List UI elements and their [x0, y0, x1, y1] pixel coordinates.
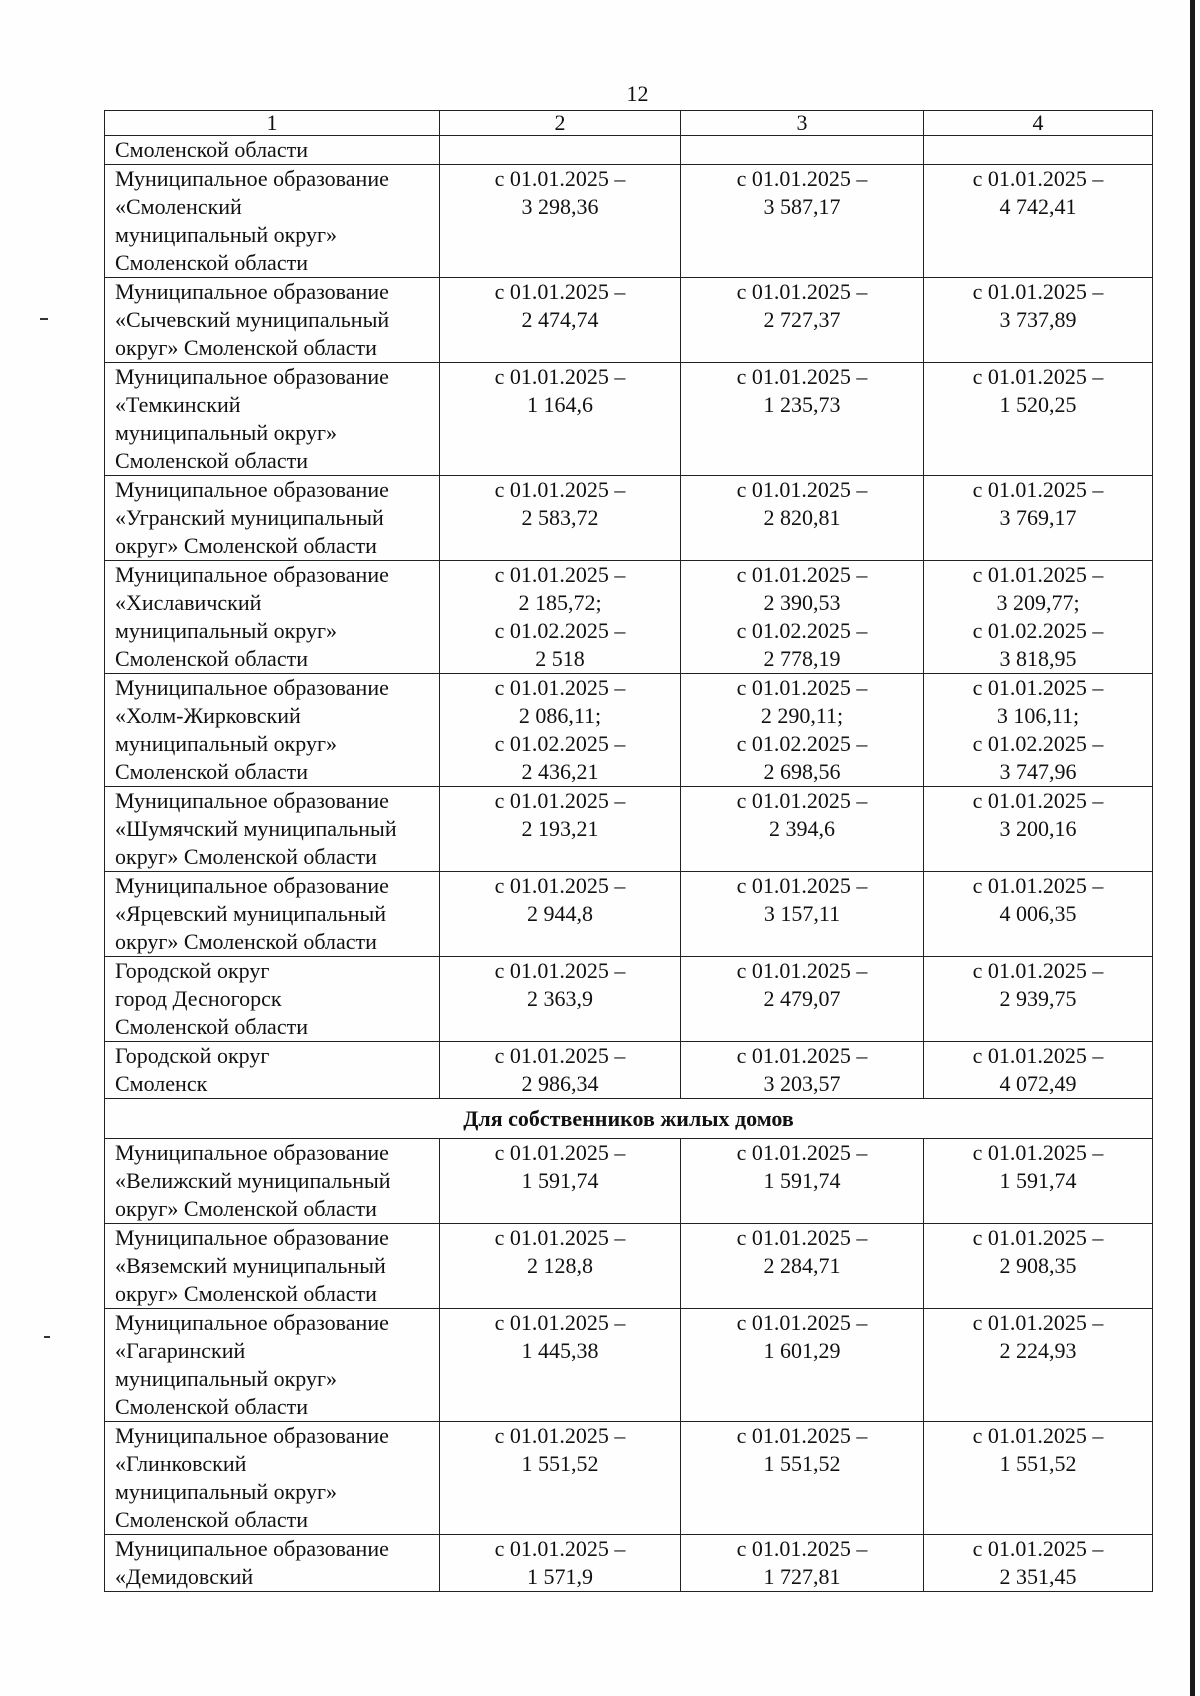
- cell-line: с 01.01.2025 –: [494, 1310, 626, 1335]
- cell-line: Муниципальное образование: [115, 1423, 389, 1448]
- cell-line: с 01.01.2025 –: [972, 675, 1104, 700]
- cell-line: Муниципальное образование: [115, 788, 389, 813]
- tariff-column-2-cell: [440, 872, 681, 957]
- cell-line: Муниципальное образование: [115, 1536, 389, 1561]
- cell-line: «Глинковский: [115, 1451, 247, 1476]
- cell-line: Смоленской области: [115, 759, 308, 784]
- cell-line: муниципальный округ»: [115, 1479, 338, 1504]
- municipality-name-cell: [105, 1422, 440, 1535]
- cell-line: с 01.01.2025 –: [736, 166, 868, 191]
- cell-line: с 01.01.2025 –: [736, 675, 868, 700]
- cell-line: с 01.01.2025 –: [972, 562, 1104, 587]
- table-row: [105, 1309, 1153, 1422]
- cell-line: 2 820,81: [763, 505, 841, 530]
- column-header-2: 2: [440, 111, 681, 136]
- tariff-column-3-cell: [681, 1422, 924, 1535]
- tariff-column-2-cell: [440, 136, 681, 165]
- cell-line: 4 006,35: [999, 901, 1077, 926]
- cell-line: округ» Смоленской области: [115, 335, 377, 360]
- cell-line: Смоленской области: [115, 137, 308, 162]
- cell-line: Муниципальное образование: [115, 1310, 389, 1335]
- cell-line: с 01.01.2025 –: [736, 1536, 868, 1561]
- cell-line: 2 086,11;: [518, 703, 602, 728]
- cell-line: 2 363,9: [527, 986, 593, 1011]
- cell-line: Муниципальное образование: [115, 675, 389, 700]
- cell-line: с 01.01.2025 –: [736, 788, 868, 813]
- cell-line: «Вяземский муниципальный: [115, 1253, 386, 1278]
- tariff-column-2-cell: [440, 957, 681, 1042]
- municipality-name-cell: [105, 278, 440, 363]
- cell-line: с 01.01.2025 –: [736, 1310, 868, 1335]
- cell-line: 2 185,72;: [518, 590, 602, 615]
- cell-line: округ» Смоленской области: [115, 1196, 377, 1221]
- cell-line: муниципальный округ»: [115, 731, 338, 756]
- cell-line: 1 235,73: [763, 392, 841, 417]
- cell-line: Городской округ: [115, 958, 270, 983]
- cell-line: с 01.01.2025 –: [494, 477, 626, 502]
- cell-line: 3 209,77;: [996, 590, 1080, 615]
- tariff-column-3-cell: [681, 1224, 924, 1309]
- table-body: [105, 136, 1153, 1592]
- cell-line: 2 583,72: [521, 505, 599, 530]
- table-row: [105, 957, 1153, 1042]
- cell-line: 3 203,57: [763, 1071, 841, 1096]
- cell-line: с 01.01.2025 –: [972, 788, 1104, 813]
- cell-line: Смоленской области: [115, 1507, 308, 1532]
- tariff-column-3-cell: [681, 787, 924, 872]
- cell-line: Смоленской области: [115, 250, 308, 275]
- cell-line: с 01.01.2025 –: [972, 1225, 1104, 1250]
- tariff-column-3-cell: [681, 1535, 924, 1592]
- section-title: Для собственников жилых домов: [105, 1099, 1153, 1139]
- tariff-column-2-cell: [440, 1422, 681, 1535]
- municipality-name-cell: [105, 787, 440, 872]
- cell-line: с 01.01.2025 –: [972, 364, 1104, 389]
- tariff-column-4-cell: [924, 1042, 1153, 1099]
- cell-line: Муниципальное образование: [115, 1225, 389, 1250]
- column-header-1: 1: [105, 111, 440, 136]
- cell-line: 1 601,29: [763, 1338, 841, 1363]
- tariff-column-2-cell: [440, 1042, 681, 1099]
- cell-line: «Сычевский муниципальный: [115, 307, 390, 332]
- cell-line: с 01.01.2025 –: [494, 279, 626, 304]
- cell-line: 2 128,8: [527, 1253, 593, 1278]
- cell-line: с 01.01.2025 –: [494, 788, 626, 813]
- cell-line: муниципальный округ»: [115, 222, 338, 247]
- cell-line: с 01.01.2025 –: [972, 1423, 1104, 1448]
- cell-line: с 01.02.2025 –: [972, 618, 1104, 643]
- tariff-column-3-cell: [681, 957, 924, 1042]
- cell-line: 2 474,74: [521, 307, 599, 332]
- cell-line: с 01.02.2025 –: [972, 731, 1104, 756]
- cell-line: с 01.02.2025 –: [736, 618, 868, 643]
- cell-line: Муниципальное образование: [115, 166, 389, 191]
- tariff-column-4-cell: [924, 872, 1153, 957]
- cell-line: с 01.01.2025 –: [972, 873, 1104, 898]
- cell-line: «Демидовский: [115, 1564, 254, 1589]
- cell-line: 3 769,17: [999, 505, 1077, 530]
- cell-line: с 01.01.2025 –: [494, 166, 626, 191]
- cell-line: «Гагаринский: [115, 1338, 246, 1363]
- tariff-column-3-cell: [681, 872, 924, 957]
- tariff-column-3-cell: [681, 674, 924, 787]
- cell-line: Муниципальное образование: [115, 1140, 389, 1165]
- cell-line: 4 072,49: [999, 1071, 1077, 1096]
- tariff-column-4-cell: [924, 278, 1153, 363]
- cell-line: Муниципальное образование: [115, 562, 389, 587]
- cell-line: 2 224,93: [999, 1338, 1077, 1363]
- cell-line: с 01.01.2025 –: [494, 1536, 626, 1561]
- cell-line: с 01.01.2025 –: [494, 364, 626, 389]
- cell-line: 3 157,11: [763, 901, 841, 926]
- cell-line: с 01.01.2025 –: [972, 1140, 1104, 1165]
- tariff-column-2-cell: [440, 278, 681, 363]
- tariff-column-2-cell: [440, 1224, 681, 1309]
- column-header-4: 4: [924, 111, 1153, 136]
- cell-line: «Хиславичский: [115, 590, 262, 615]
- cell-line: с 01.01.2025 –: [736, 1043, 868, 1068]
- cell-line: 2 698,56: [763, 759, 841, 784]
- cell-line: муниципальный округ»: [115, 618, 338, 643]
- cell-line: 3 737,89: [999, 307, 1077, 332]
- cell-line: округ» Смоленской области: [115, 929, 377, 954]
- municipality-name-cell: [105, 136, 440, 165]
- cell-line: 3 818,95: [999, 646, 1077, 671]
- tariff-column-4-cell: [924, 1422, 1153, 1535]
- table-row: [105, 363, 1153, 476]
- cell-line: Смоленской области: [115, 646, 308, 671]
- table-row: [105, 1139, 1153, 1224]
- cell-line: с 01.01.2025 –: [972, 477, 1104, 502]
- cell-line: с 01.01.2025 –: [494, 958, 626, 983]
- cell-line: с 01.01.2025 –: [494, 562, 626, 587]
- cell-line: 2 727,37: [763, 307, 841, 332]
- cell-line: «Велижский муниципальный: [115, 1168, 391, 1193]
- margin-mark: [40, 318, 48, 320]
- municipality-name-cell: [105, 363, 440, 476]
- tariff-column-2-cell: [440, 1309, 681, 1422]
- cell-line: Смоленск: [115, 1071, 208, 1096]
- cell-line: 1 551,52: [521, 1451, 599, 1476]
- cell-line: Муниципальное образование: [115, 364, 389, 389]
- cell-line: 2 518: [535, 646, 585, 671]
- municipality-name-cell: [105, 957, 440, 1042]
- cell-line: с 01.01.2025 –: [972, 279, 1104, 304]
- tariff-column-2-cell: [440, 1139, 681, 1224]
- cell-line: 2 284,71: [763, 1253, 841, 1278]
- cell-line: 3 106,11;: [996, 703, 1080, 728]
- cell-line: город Десногорск: [115, 986, 282, 1011]
- cell-line: муниципальный округ»: [115, 1366, 338, 1391]
- cell-line: Муниципальное образование: [115, 873, 389, 898]
- cell-line: 1 551,52: [999, 1451, 1077, 1476]
- tariff-column-3-cell: [681, 278, 924, 363]
- table-row: [105, 278, 1153, 363]
- tariff-column-4-cell: [924, 136, 1153, 165]
- cell-line: с 01.01.2025 –: [494, 675, 626, 700]
- cell-line: 2 394,6: [769, 816, 835, 841]
- column-header-3: 3: [681, 111, 924, 136]
- tariff-column-4-cell: [924, 1139, 1153, 1224]
- tariff-column-3-cell: [681, 136, 924, 165]
- cell-line: 2 944,8: [527, 901, 593, 926]
- cell-line: 2 436,21: [521, 759, 599, 784]
- table-row: [105, 165, 1153, 278]
- cell-line: с 01.01.2025 –: [494, 1140, 626, 1165]
- cell-line: 3 587,17: [763, 194, 841, 219]
- cell-line: 3 200,16: [999, 816, 1077, 841]
- tariff-column-4-cell: [924, 165, 1153, 278]
- table-row: [105, 1224, 1153, 1309]
- cell-line: 2 193,21: [521, 816, 599, 841]
- cell-line: с 01.01.2025 –: [494, 873, 626, 898]
- page-edge-shadow: [1190, 0, 1195, 1696]
- cell-line: Муниципальное образование: [115, 477, 389, 502]
- cell-line: с 01.02.2025 –: [494, 618, 626, 643]
- cell-line: с 01.01.2025 –: [736, 1140, 868, 1165]
- tariff-column-3-cell: [681, 363, 924, 476]
- municipality-name-cell: [105, 561, 440, 674]
- cell-line: 1 520,25: [999, 392, 1077, 417]
- cell-line: с 01.01.2025 –: [736, 1225, 868, 1250]
- cell-line: 1 591,74: [763, 1168, 841, 1193]
- cell-line: 1 551,52: [763, 1451, 841, 1476]
- cell-line: 4 742,41: [999, 194, 1077, 219]
- cell-line: с 01.01.2025 –: [972, 958, 1104, 983]
- cell-line: с 01.01.2025 –: [736, 958, 868, 983]
- municipality-name-cell: [105, 1535, 440, 1592]
- table-header-row: [105, 111, 1153, 136]
- table-row: [105, 476, 1153, 561]
- tariff-column-2-cell: [440, 787, 681, 872]
- cell-line: с 01.01.2025 –: [972, 1536, 1104, 1561]
- cell-line: 1 727,81: [763, 1564, 841, 1589]
- tariff-column-3-cell: [681, 165, 924, 278]
- table-row: [105, 1535, 1153, 1592]
- cell-line: с 01.01.2025 –: [972, 1043, 1104, 1068]
- cell-line: «Ярцевский муниципальный: [115, 901, 387, 926]
- tariff-column-2-cell: [440, 165, 681, 278]
- section-row: [105, 1099, 1153, 1139]
- tariff-column-4-cell: [924, 1535, 1153, 1592]
- tariff-column-4-cell: [924, 1309, 1153, 1422]
- cell-line: 2 986,34: [521, 1071, 599, 1096]
- cell-line: с 01.02.2025 –: [736, 731, 868, 756]
- cell-line: с 01.01.2025 –: [494, 1423, 626, 1448]
- cell-line: «Угранский муниципальный: [115, 505, 384, 530]
- cell-line: Городской округ: [115, 1043, 270, 1068]
- tariff-column-3-cell: [681, 1042, 924, 1099]
- cell-line: 1 591,74: [521, 1168, 599, 1193]
- municipality-name-cell: [105, 1224, 440, 1309]
- cell-line: с 01.01.2025 –: [736, 364, 868, 389]
- table-row: [105, 872, 1153, 957]
- municipality-name-cell: [105, 1309, 440, 1422]
- cell-line: с 01.01.2025 –: [972, 1310, 1104, 1335]
- table-row: [105, 787, 1153, 872]
- tariff-column-3-cell: [681, 1139, 924, 1224]
- tariff-column-4-cell: [924, 561, 1153, 674]
- table-row: [105, 674, 1153, 787]
- municipality-name-cell: [105, 872, 440, 957]
- cell-line: Смоленской области: [115, 448, 308, 473]
- tariff-column-2-cell: [440, 476, 681, 561]
- cell-line: муниципальный округ»: [115, 420, 338, 445]
- tariff-column-4-cell: [924, 476, 1153, 561]
- cell-line: «Смоленский: [115, 194, 242, 219]
- cell-line: Муниципальное образование: [115, 279, 389, 304]
- cell-line: 3 747,96: [999, 759, 1077, 784]
- cell-line: Смоленской области: [115, 1394, 308, 1419]
- page-number: 12: [626, 81, 649, 106]
- cell-line: с 01.01.2025 –: [494, 1043, 626, 1068]
- municipality-name-cell: [105, 1042, 440, 1099]
- cell-line: 2 290,11;: [760, 703, 844, 728]
- cell-line: 2 479,07: [763, 986, 841, 1011]
- tariff-column-4-cell: [924, 363, 1153, 476]
- cell-line: 1 571,9: [527, 1564, 593, 1589]
- tariff-column-2-cell: [440, 1535, 681, 1592]
- tariff-column-4-cell: [924, 787, 1153, 872]
- cell-line: с 01.01.2025 –: [494, 1225, 626, 1250]
- tariff-column-4-cell: [924, 1224, 1153, 1309]
- cell-line: с 01.01.2025 –: [736, 1423, 868, 1448]
- cell-line: с 01.01.2025 –: [736, 873, 868, 898]
- cell-line: с 01.01.2025 –: [972, 166, 1104, 191]
- cell-line: с 01.02.2025 –: [494, 731, 626, 756]
- tariff-column-4-cell: [924, 957, 1153, 1042]
- tariff-column-4-cell: [924, 674, 1153, 787]
- cell-line: «Шумячский муниципальный: [115, 816, 397, 841]
- cell-line: с 01.01.2025 –: [736, 562, 868, 587]
- municipality-name-cell: [105, 165, 440, 278]
- tariff-column-2-cell: [440, 561, 681, 674]
- cell-line: Смоленской области: [115, 1014, 308, 1039]
- tariff-column-3-cell: [681, 476, 924, 561]
- margin-mark: [44, 1336, 50, 1338]
- municipality-name-cell: [105, 674, 440, 787]
- table-row: [105, 1422, 1153, 1535]
- table-row: [105, 1042, 1153, 1099]
- cell-line: «Холм-Жирковский: [115, 703, 301, 728]
- tariff-column-3-cell: [681, 1309, 924, 1422]
- cell-line: 2 939,75: [999, 986, 1077, 1011]
- cell-line: «Темкинский: [115, 392, 241, 417]
- municipality-name-cell: [105, 1139, 440, 1224]
- tariff-table: [104, 110, 1153, 1592]
- cell-line: 3 298,36: [521, 194, 599, 219]
- cell-line: 1 164,6: [527, 392, 593, 417]
- cell-line: округ» Смоленской области: [115, 533, 377, 558]
- tariff-column-3-cell: [681, 561, 924, 674]
- cell-line: округ» Смоленской области: [115, 1281, 377, 1306]
- cell-line: с 01.01.2025 –: [736, 477, 868, 502]
- municipality-name-cell: [105, 476, 440, 561]
- tariff-column-2-cell: [440, 674, 681, 787]
- cell-line: округ» Смоленской области: [115, 844, 377, 869]
- table-row: [105, 561, 1153, 674]
- cell-line: 2 908,35: [999, 1253, 1077, 1278]
- cell-line: 1 591,74: [999, 1168, 1077, 1193]
- cell-line: 1 445,38: [521, 1338, 599, 1363]
- table-row: [105, 136, 1153, 165]
- cell-line: 2 778,19: [763, 646, 841, 671]
- cell-line: с 01.01.2025 –: [736, 279, 868, 304]
- tariff-column-2-cell: [440, 363, 681, 476]
- cell-line: 2 351,45: [999, 1564, 1077, 1589]
- cell-line: 2 390,53: [763, 590, 841, 615]
